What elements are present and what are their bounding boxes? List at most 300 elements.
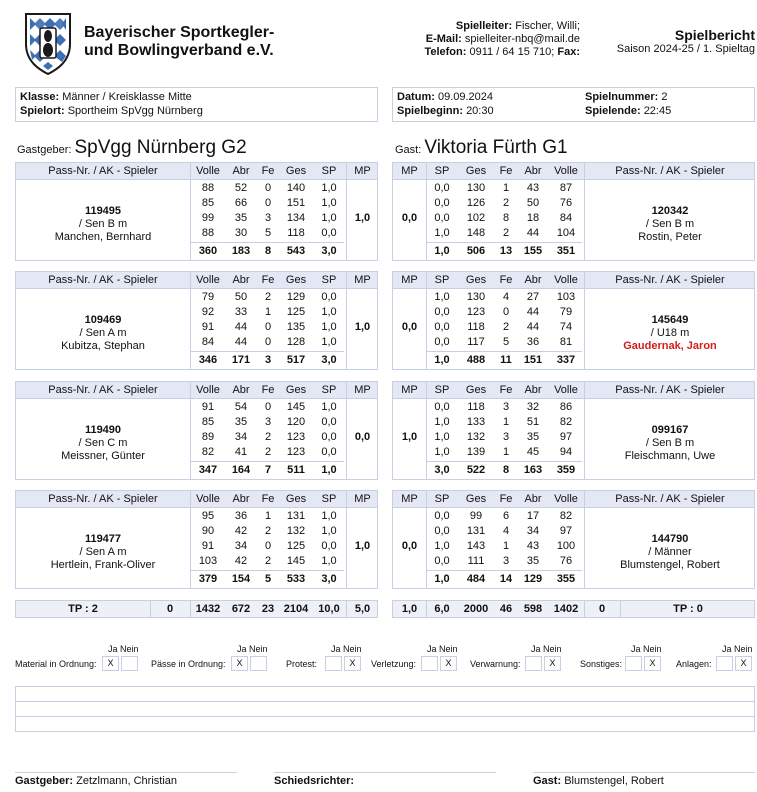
total-cell: 347: [198, 464, 218, 476]
match-point: 0,0: [354, 431, 371, 443]
score-cell: 0,0: [434, 197, 450, 209]
score-cell: 82: [559, 416, 573, 428]
col-header-volle: Volle: [196, 384, 220, 396]
score-cell: 88: [201, 227, 215, 239]
score-cell: 44: [526, 321, 540, 333]
score-cell: 36: [234, 510, 248, 522]
match-point: 0,0: [401, 321, 418, 333]
score-cell: 34: [526, 525, 540, 537]
score-cell: 44: [234, 321, 248, 333]
col-header-volle: Volle: [554, 384, 578, 396]
col-header-abr: Abr: [232, 274, 250, 286]
home-total-value: 5,0: [354, 603, 371, 615]
score-cell: 2: [502, 197, 510, 209]
col-header-player: Pass-Nr. / AK - Spieler: [615, 493, 725, 505]
score-cell: 76: [559, 555, 573, 567]
score-cell: 84: [201, 336, 215, 348]
check-label: Verwarnung:: [470, 659, 521, 669]
col-header-mp: MP: [354, 493, 371, 505]
score-cell: 3: [264, 212, 272, 224]
total-divider: [426, 351, 582, 352]
total-divider: [426, 461, 582, 462]
match-info-box: [392, 87, 755, 122]
score-cell: 18: [526, 212, 540, 224]
total-cell: 488: [466, 354, 486, 366]
col-header-volle: Volle: [196, 165, 220, 177]
col-header-fe: Fe: [261, 165, 275, 177]
score-cell: 139: [466, 446, 486, 458]
score-cell: 0,0: [434, 525, 450, 537]
score-cell: 123: [466, 306, 486, 318]
player-pass-number: 119490: [84, 424, 122, 436]
score-cell: 0,0: [321, 416, 337, 428]
home-total-value: 1432: [195, 603, 221, 615]
col-header-volle: Volle: [554, 493, 578, 505]
col-header-fe: Fe: [499, 274, 513, 286]
sig-schiedsrichter-label: Schiedsrichter:: [274, 775, 355, 787]
score-cell: 145: [286, 555, 306, 567]
away-player-block: [392, 381, 755, 480]
spielleiter-value: Fischer, Willi;: [515, 20, 580, 32]
total-cell: 155: [523, 245, 543, 257]
home-total-value: 23: [261, 603, 275, 615]
home-total-value: 10,0: [318, 603, 340, 615]
spielort-value: Sportheim SpVgg Nürnberg: [67, 105, 203, 117]
player-age-class: / Sen B m: [645, 218, 695, 230]
check-label: Anlagen:: [676, 659, 712, 669]
player-name: Meissner, Günter: [61, 450, 145, 462]
score-cell: 0: [264, 182, 272, 194]
score-cell: 1,0: [434, 431, 450, 443]
col-header-abr: Abr: [232, 384, 250, 396]
score-cell: 85: [201, 197, 215, 209]
score-cell: 44: [526, 306, 540, 318]
score-cell: 2: [502, 227, 510, 239]
score-cell: 87: [559, 182, 573, 194]
score-cell: 3: [264, 416, 272, 428]
total-cell: 11: [500, 354, 512, 366]
email-value[interactable]: spielleiter-nbq@mail.de: [464, 33, 580, 45]
klasse-value: Männer / Kreisklasse Mitte: [62, 91, 192, 103]
score-cell: 3: [502, 401, 510, 413]
score-cell: 0,0: [321, 446, 337, 458]
spielnummer-value: 2: [661, 91, 668, 103]
score-cell: 99: [201, 212, 215, 224]
player-age-class: / Männer: [648, 546, 692, 558]
col-header-ges: Ges: [285, 274, 307, 286]
total-cell: 355: [556, 573, 576, 585]
score-cell: 104: [556, 227, 576, 239]
score-cell: 0,0: [321, 431, 337, 443]
score-cell: 2: [264, 446, 272, 458]
match-point: 1,0: [401, 431, 418, 443]
score-cell: 54: [234, 401, 248, 413]
col-header-abr: Abr: [524, 274, 542, 286]
check-box-nein[interactable]: X: [544, 656, 561, 671]
score-cell: 42: [234, 555, 248, 567]
org-line-1: Bayerischer Sportkegler-: [84, 24, 275, 41]
total-cell: 1,0: [321, 464, 337, 476]
score-cell: 125: [286, 540, 306, 552]
home-total-value: 2104: [283, 603, 309, 615]
score-cell: 125: [286, 306, 306, 318]
score-cell: 97: [559, 525, 573, 537]
score-cell: 126: [466, 197, 486, 209]
score-cell: 6: [502, 510, 510, 522]
match-point: 0,0: [401, 540, 418, 552]
ja-nein-header: Ja Nein: [722, 644, 753, 654]
col-header-abr: Abr: [232, 493, 250, 505]
score-cell: 8: [502, 212, 510, 224]
league-info-box: [15, 87, 378, 122]
check-label: Pässe in Ordnung:: [151, 659, 226, 669]
score-cell: 1,0: [321, 525, 337, 537]
col-header-fe: Fe: [261, 493, 275, 505]
player-age-class: / Sen A m: [79, 546, 127, 558]
score-cell: 151: [286, 197, 306, 209]
total-cell: 151: [523, 354, 543, 366]
score-cell: 35: [526, 555, 540, 567]
total-divider: [190, 461, 344, 462]
player-pass-line: [584, 424, 756, 450]
away-total-value: 2000: [463, 603, 489, 615]
total-divider: [190, 570, 344, 571]
report-subtitle: Saison 2024-25 / 1. Spieltag: [616, 43, 755, 55]
col-header-player: Pass-Nr. / AK - Spieler: [615, 165, 725, 177]
spielort-label: Spielort:: [20, 105, 65, 117]
score-cell: 1: [502, 446, 510, 458]
total-cell: 379: [198, 573, 218, 585]
score-cell: 120: [286, 416, 306, 428]
player-pass-line: [16, 205, 190, 231]
total-cell: 1,0: [434, 573, 450, 585]
score-cell: 1,0: [321, 182, 337, 194]
total-cell: 346: [198, 354, 218, 366]
notes-line: [16, 687, 754, 702]
score-cell: 133: [466, 416, 486, 428]
home-player-block: [15, 271, 378, 370]
home-team-heading: [17, 136, 247, 162]
score-cell: 5: [264, 227, 272, 239]
fax-label: Fax:: [557, 46, 580, 58]
player-name: Manchen, Bernhard: [54, 231, 152, 243]
player-age-class: / Sen C m: [78, 437, 128, 449]
player-pass-number: 145649: [651, 314, 689, 326]
score-cell: 35: [526, 431, 540, 443]
score-cell: 148: [466, 227, 486, 239]
player-pass-line: [16, 533, 190, 559]
check-label: Protest:: [286, 659, 318, 669]
score-cell: 0,0: [434, 182, 450, 194]
home-player-block: [15, 381, 378, 480]
total-cell: 3,0: [321, 354, 337, 366]
col-header-fe: Fe: [499, 165, 513, 177]
score-cell: 86: [559, 401, 573, 413]
col-header-sp: SP: [434, 493, 450, 505]
score-cell: 91: [201, 321, 215, 333]
score-cell: 0,0: [434, 212, 450, 224]
datum-value: 09.09.2024: [437, 91, 494, 103]
col-header-player: Pass-Nr. / AK - Spieler: [615, 274, 725, 286]
score-cell: 85: [201, 416, 215, 428]
ja-nein-header: Ja Nein: [237, 644, 268, 654]
col-header-sp: SP: [434, 384, 450, 396]
col-header-fe: Fe: [261, 384, 275, 396]
score-cell: 111: [467, 555, 485, 567]
score-cell: 117: [467, 336, 485, 348]
notes-area[interactable]: [15, 686, 755, 732]
total-divider: [426, 242, 582, 243]
home-player-block: [15, 162, 378, 261]
home-total-value: 672: [231, 603, 251, 615]
score-cell: 74: [559, 321, 573, 333]
player-age-class: / Sen A m: [79, 327, 127, 339]
score-cell: 1: [502, 182, 510, 194]
spielnummer-label: Spielnummer:: [585, 91, 659, 103]
check-box-nein[interactable]: X: [644, 656, 661, 671]
score-cell: 41: [234, 446, 248, 458]
score-cell: 128: [286, 336, 306, 348]
score-cell: 1: [502, 416, 510, 428]
spielleiter-label: Spielleiter:: [455, 20, 513, 32]
total-cell: 163: [523, 464, 543, 476]
score-cell: 1,0: [321, 555, 337, 567]
away-total-value: 6,0: [434, 603, 450, 615]
col-header-volle: Volle: [554, 165, 578, 177]
ja-nein-header: Ja Nein: [531, 644, 562, 654]
player-name: Gaudernak, Jaron: [623, 340, 717, 352]
score-cell: 131: [286, 510, 306, 522]
score-cell: 1,0: [434, 446, 450, 458]
player-info: [584, 533, 756, 572]
score-cell: 1,0: [434, 416, 450, 428]
score-cell: 1,0: [321, 321, 337, 333]
total-cell: 164: [231, 464, 251, 476]
match-point: 1,0: [354, 212, 371, 224]
score-cell: 132: [466, 431, 486, 443]
total-cell: 1,0: [434, 354, 450, 366]
col-header-mp: MP: [401, 384, 418, 396]
score-cell: 130: [466, 291, 486, 303]
player-pass-line: [584, 205, 756, 231]
score-cell: 123: [286, 431, 306, 443]
player-pass-line: [584, 314, 756, 340]
player-pass-line: [16, 314, 190, 340]
total-cell: 13: [499, 245, 513, 257]
score-cell: 1,0: [434, 291, 450, 303]
score-cell: 1,0: [434, 540, 450, 552]
ja-nein-header: Ja Nein: [427, 644, 458, 654]
check-box-nein[interactable]: X: [735, 656, 752, 671]
player-info: [584, 424, 756, 463]
total-cell: 1,0: [434, 245, 450, 257]
klasse-label: Klasse:: [20, 91, 60, 103]
score-cell: 76: [559, 197, 573, 209]
col-header-player: Pass-Nr. / AK - Spieler: [48, 274, 158, 286]
total-divider: [190, 242, 344, 243]
score-cell: 135: [286, 321, 306, 333]
score-cell: 1,0: [321, 212, 337, 224]
score-cell: 2: [264, 291, 272, 303]
total-cell: 7: [264, 464, 272, 476]
check-box-ja[interactable]: [716, 656, 733, 671]
player-age-class: / U18 m: [650, 327, 690, 339]
score-cell: 0,0: [434, 401, 450, 413]
score-cell: 79: [201, 291, 215, 303]
signature-gast: [533, 772, 755, 787]
spielende-value: 22:45: [643, 105, 672, 117]
player-pass-number: 119477: [84, 533, 122, 545]
score-cell: 52: [234, 182, 248, 194]
score-cell: 1: [264, 306, 272, 318]
player-name: Kubitza, Stephan: [61, 340, 145, 352]
score-cell: 118: [467, 401, 485, 413]
score-cell: 34: [234, 431, 248, 443]
col-header-abr: Abr: [524, 165, 542, 177]
player-pass-number: 144790: [651, 533, 689, 545]
score-cell: 81: [559, 336, 573, 348]
datum-label: Datum:: [397, 91, 435, 103]
col-header-ges: Ges: [285, 493, 307, 505]
player-info: [584, 205, 756, 244]
col-header-mp: MP: [354, 274, 371, 286]
score-cell: 42: [234, 525, 248, 537]
score-cell: 84: [559, 212, 573, 224]
score-cell: 43: [526, 540, 540, 552]
report-title: Spielbericht: [674, 27, 755, 43]
check-box-ja[interactable]: X: [231, 656, 248, 671]
col-header-mp: MP: [401, 165, 418, 177]
total-cell: 506: [466, 245, 486, 257]
total-cell: 3: [264, 354, 272, 366]
total-cell: 171: [231, 354, 251, 366]
home-total-value: 0: [166, 603, 174, 615]
score-cell: 4: [502, 525, 510, 537]
home-tp: TP : 2: [68, 603, 98, 615]
score-cell: 3: [502, 555, 510, 567]
score-cell: 1,0: [434, 227, 450, 239]
col-header-volle: Volle: [196, 274, 220, 286]
score-cell: 51: [526, 416, 540, 428]
player-info: [16, 424, 190, 463]
total-cell: 351: [556, 245, 576, 257]
check-label: Material in Ordnung:: [15, 659, 97, 669]
score-cell: 0: [264, 540, 272, 552]
score-cell: 99: [469, 510, 483, 522]
total-cell: 543: [286, 245, 306, 257]
spielbeginn-label: Spielbeginn:: [397, 105, 463, 117]
score-cell: 118: [287, 227, 305, 239]
player-pass-line: [16, 424, 190, 450]
away-player-block: [392, 162, 755, 261]
total-cell: 5: [264, 573, 272, 585]
score-cell: 0: [264, 336, 272, 348]
ja-nein-header: Ja Nein: [631, 644, 662, 654]
col-header-sp: SP: [321, 274, 337, 286]
score-cell: 0,0: [434, 510, 450, 522]
col-header-abr: Abr: [524, 384, 542, 396]
score-cell: 0,0: [434, 555, 450, 567]
score-cell: 1: [502, 540, 510, 552]
col-header-mp: MP: [401, 493, 418, 505]
col-header-ges: Ges: [465, 165, 487, 177]
col-header-abr: Abr: [232, 165, 250, 177]
score-cell: 0,0: [321, 291, 337, 303]
sig-gastgeber-value: Zetzlmann, Christian: [76, 775, 178, 787]
score-cell: 2: [502, 321, 510, 333]
score-cell: 0,0: [434, 336, 450, 348]
org-line-2: und Bowlingverband e.V.: [84, 42, 274, 59]
telefon-label: Telefon:: [424, 46, 467, 58]
score-cell: 140: [286, 182, 306, 194]
bkbv-crest-icon: [22, 8, 74, 76]
email-label: E-Mail:: [425, 33, 462, 45]
player-info: [16, 205, 190, 244]
score-cell: 129: [286, 291, 306, 303]
player-pass-number: 119495: [84, 205, 122, 217]
score-cell: 2: [264, 555, 272, 567]
score-cell: 103: [556, 291, 576, 303]
check-box-nein[interactable]: X: [344, 656, 361, 671]
total-divider: [426, 570, 582, 571]
col-header-player: Pass-Nr. / AK - Spieler: [615, 384, 725, 396]
away-total-value: 1,0: [401, 603, 418, 615]
total-cell: 533: [286, 573, 306, 585]
col-header-fe: Fe: [499, 493, 513, 505]
score-cell: 2: [264, 431, 272, 443]
col-header-mp: MP: [354, 384, 371, 396]
away-player-block: [392, 490, 755, 589]
col-header-ges: Ges: [285, 165, 307, 177]
score-cell: 102: [466, 212, 486, 224]
score-cell: 36: [526, 336, 540, 348]
total-cell: 154: [231, 573, 251, 585]
col-header-fe: Fe: [499, 384, 513, 396]
home-totals-row: [15, 600, 378, 618]
away-total-value: 46: [499, 603, 513, 615]
score-cell: 43: [526, 182, 540, 194]
check-box-ja[interactable]: X: [102, 656, 119, 671]
col-header-sp: SP: [321, 493, 337, 505]
score-cell: 134: [286, 212, 306, 224]
score-cell: 30: [234, 227, 248, 239]
total-cell: 14: [499, 573, 513, 585]
score-cell: 35: [234, 416, 248, 428]
score-cell: 44: [526, 227, 540, 239]
check-box-nein[interactable]: X: [440, 656, 457, 671]
total-cell: 8: [502, 464, 510, 476]
score-cell: 17: [526, 510, 540, 522]
score-cell: 1: [264, 510, 272, 522]
home-team-name: SpVgg Nürnberg G2: [74, 137, 247, 158]
col-header-player: Pass-Nr. / AK - Spieler: [48, 165, 158, 177]
score-cell: 1,0: [321, 510, 337, 522]
score-cell: 97: [559, 431, 573, 443]
org-name: [84, 24, 274, 60]
away-total-value: 0: [598, 603, 606, 615]
score-cell: 0,0: [321, 227, 337, 239]
score-cell: 50: [234, 291, 248, 303]
score-cell: 79: [559, 306, 573, 318]
col-header-volle: Volle: [554, 274, 578, 286]
player-name: Hertlein, Frank-Oliver: [50, 559, 156, 571]
score-cell: 2: [264, 525, 272, 537]
total-cell: 3,0: [321, 245, 337, 257]
score-cell: 44: [234, 336, 248, 348]
total-cell: 3,0: [321, 573, 337, 585]
away-team-heading: [395, 136, 568, 162]
score-cell: 34: [234, 540, 248, 552]
